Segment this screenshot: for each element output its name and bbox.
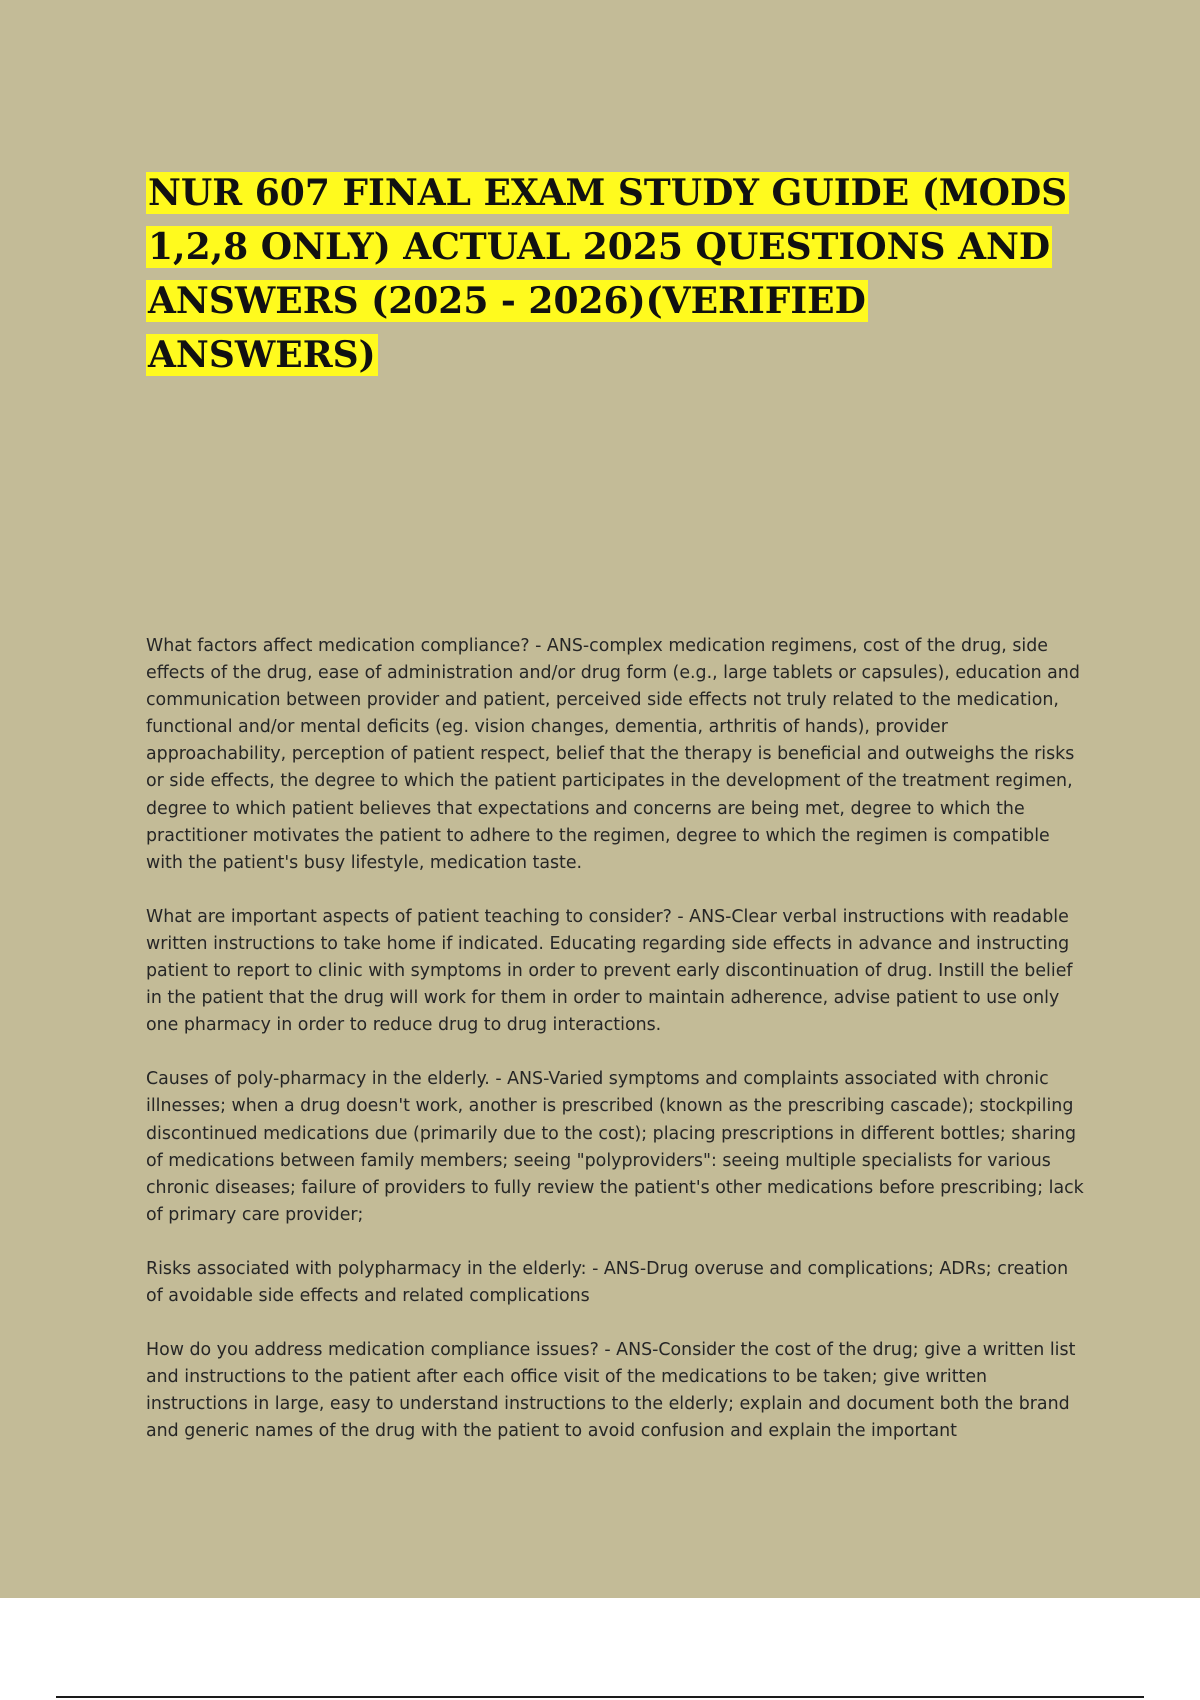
footer-divider bbox=[56, 1696, 1144, 1698]
qa-list bbox=[146, 633, 1086, 1472]
qa-entry-addressing-compliance: How do you address medication compliance issues? - ANS-Consider the cost of the drug; give a written list and instructions to the patient after each office visit of the medications to be taken; give written instructions in large, easy to understand instructions to the elderly; explain and document both the brand and generic names of the drug with the patient to avoid confusion and explain the important bbox=[146, 1340, 1076, 1442]
qa-entry-polypharmacy-causes: Causes of poly-pharmacy in the elderly. - ANS-Varied symptoms and complaints associated with chronic illnesses; when a drug doesn't work, another is prescribed (known as the prescribing cascade); stockpiling discontinued medications due (primarily due to the cost); placing prescriptions in different bottles; sharing of medications between family members; seeing "polyproviders": seeing multiple specialists for various chronic diseases; failure of providers to fully review the patient's other medications before prescribing; lack of primary care provider; bbox=[146, 1069, 1084, 1225]
qa-entry-polypharmacy-risks: Risks associated with polypharmacy in the elderly: - ANS-Drug overuse and complications; ADRs; creation of avoidable side effects and related complications bbox=[146, 1258, 1069, 1306]
document-title bbox=[146, 166, 1096, 382]
qa-entry-medication-compliance-factors: What factors affect medication compliance? - ANS-complex medication regimens, cost of the drug, side effects of the drug, ease of administration and/or drug form (e.g., large tablets or capsules), education and communication between provider and patient, perceived side effects not truly related to the medication, functional and/or mental deficits (eg. vision changes, dementia, arthritis of hands), provider approachability, perception of patient respect, belief that the therapy is beneficial and outweighs the risks or side effects, the degree to which the patient participates in the development of the treatment regimen, degree to which patient believes that expectations and concerns are being met, degree to which the practitioner motivates the patient to adhere to the regimen, degree to which the regimen is compatible with the patient's busy lifestyle, medication taste. bbox=[146, 636, 1080, 873]
title-highlight: NUR 607 FINAL EXAM STUDY GUIDE (MODS 1,2,8 ONLY) ACTUAL 2025 QUESTIONS AND ANSWERS (2025 - 2026)(VERIFIED ANSWERS) bbox=[148, 172, 1068, 376]
qa-entry-patient-teaching: What are important aspects of patient teaching to consider? - ANS-Clear verbal instructions with readable written instructions to take home if indicated. Educating regarding side effects in advance and instructing patient to report to clinic with symptoms in order to prevent early discontinuation of drug. Instill the belief in the patient that the drug will work for them in order to maintain adherence, advise patient to use only one pharmacy in order to reduce drug to drug interactions. bbox=[146, 906, 1073, 1036]
